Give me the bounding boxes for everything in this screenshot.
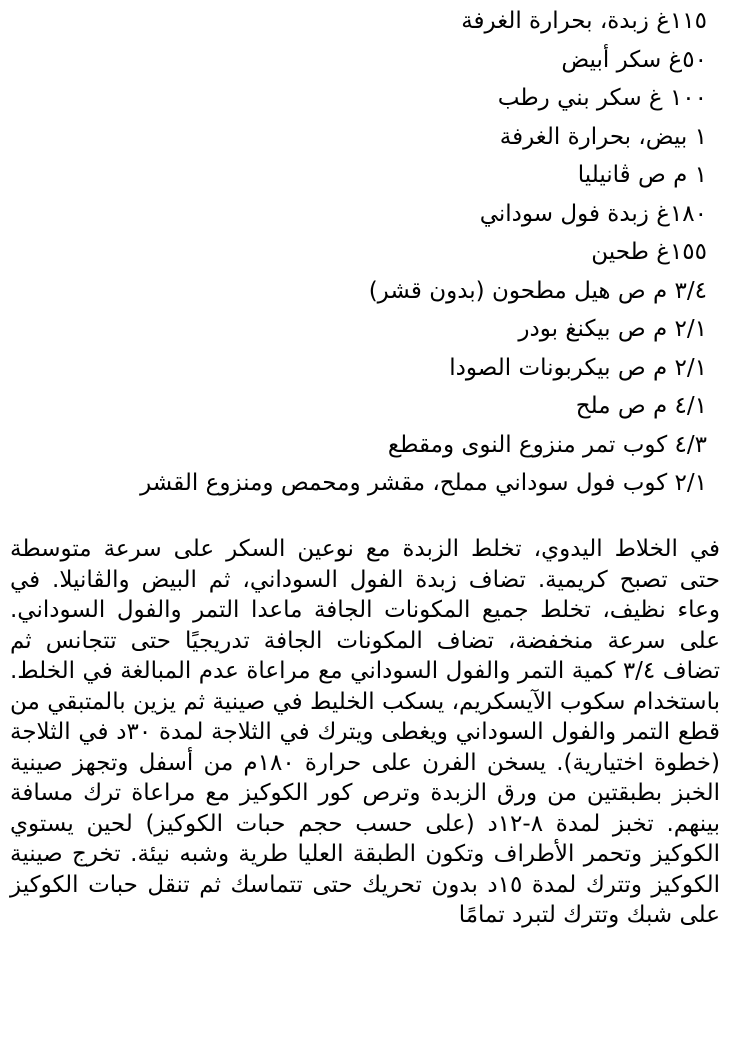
ingredient-item: ١٨٠غ زبدة فول سوداني [479,200,707,227]
ingredient-item: ٤/١ م ص ملح [575,393,707,419]
method-paragraph: في الخلاط اليدوي، تخلط الزبدة مع نوعين السكر على سرعة متوسطة حتى تصبح كريمية. تضاف زبدة الفول السوداني، ثم البيض والڤانيلا. في وعاء نظيف، تخلط جميع المكونات الجافة ماعدا التمر والفول السوداني. على سرعة منخفضة، تضاف المكونات الجافة تدريجيًا حتى تتجانس ثم تضاف ٣/٤ كمية التمر والفول السوداني مع مراعاة عدم المبالغة في الخلط. باستخدام سكوب الآيسكريم، يسكب الخليط في صينية ثم يزين بالمتبقي من قطع التمر والفول السوداني ويغطى ويترك في الثلاجة لمدة ٣٠د في الثلاجة (خطوة اختيارية). يسخن الفرن على حرارة ١٨٠م من أسفل وتجهز صينية الخبز بطبقتين من ورق الزبدة وترص كور الكوكيز مع مراعاة ترك مسافة بينهم. تخبز لمدة ٨-١٢د (على حسب حجم حبات الكوكيز) لحين يستوي الكوكيز وتحمر الأطراف وتكون الطبقة العليا طرية وشبه نيئة. تخرج صينية الكوكيز وتترك لمدة ١٥د بدون تحريك حتى تتماسك ثم تنقل حبات الكوكيز على شبك وتترك لتبرد تمامًا [10,536,721,928]
ingredient-item: ٢/١ م ص بيكربونات الصودا [449,354,707,381]
ingredient-item: ١٠٠ غ سكر بني رطب [497,85,707,111]
ingredient-item: ١١٥غ زبدة، بحرارة الغرفة [461,8,707,34]
ingredient-item: ٢/١ كوب فول سوداني مملح، مقشر ومحمص ومنزوع القشر [140,470,707,496]
ingredients-list [17,2,707,503]
ingredient-item: ٥٠غ سكر أبيض [561,46,707,73]
ingredient-item: ٢/١ م ص بيكنغ بودر [518,316,707,342]
ingredient-item: ١٥٥غ طحين [591,239,707,265]
ingredient-item: ٣/٤ م ص هيل مطحون (بدون قشر) [368,277,707,304]
ingredient-item: ٤/٣ كوب تمر منزوع النوى ومقطع [387,431,707,458]
ingredient-item: ١ م ص ڤانيليا [577,162,707,188]
ingredient-item: ١ بيض، بحرارة الغرفة [499,123,707,150]
